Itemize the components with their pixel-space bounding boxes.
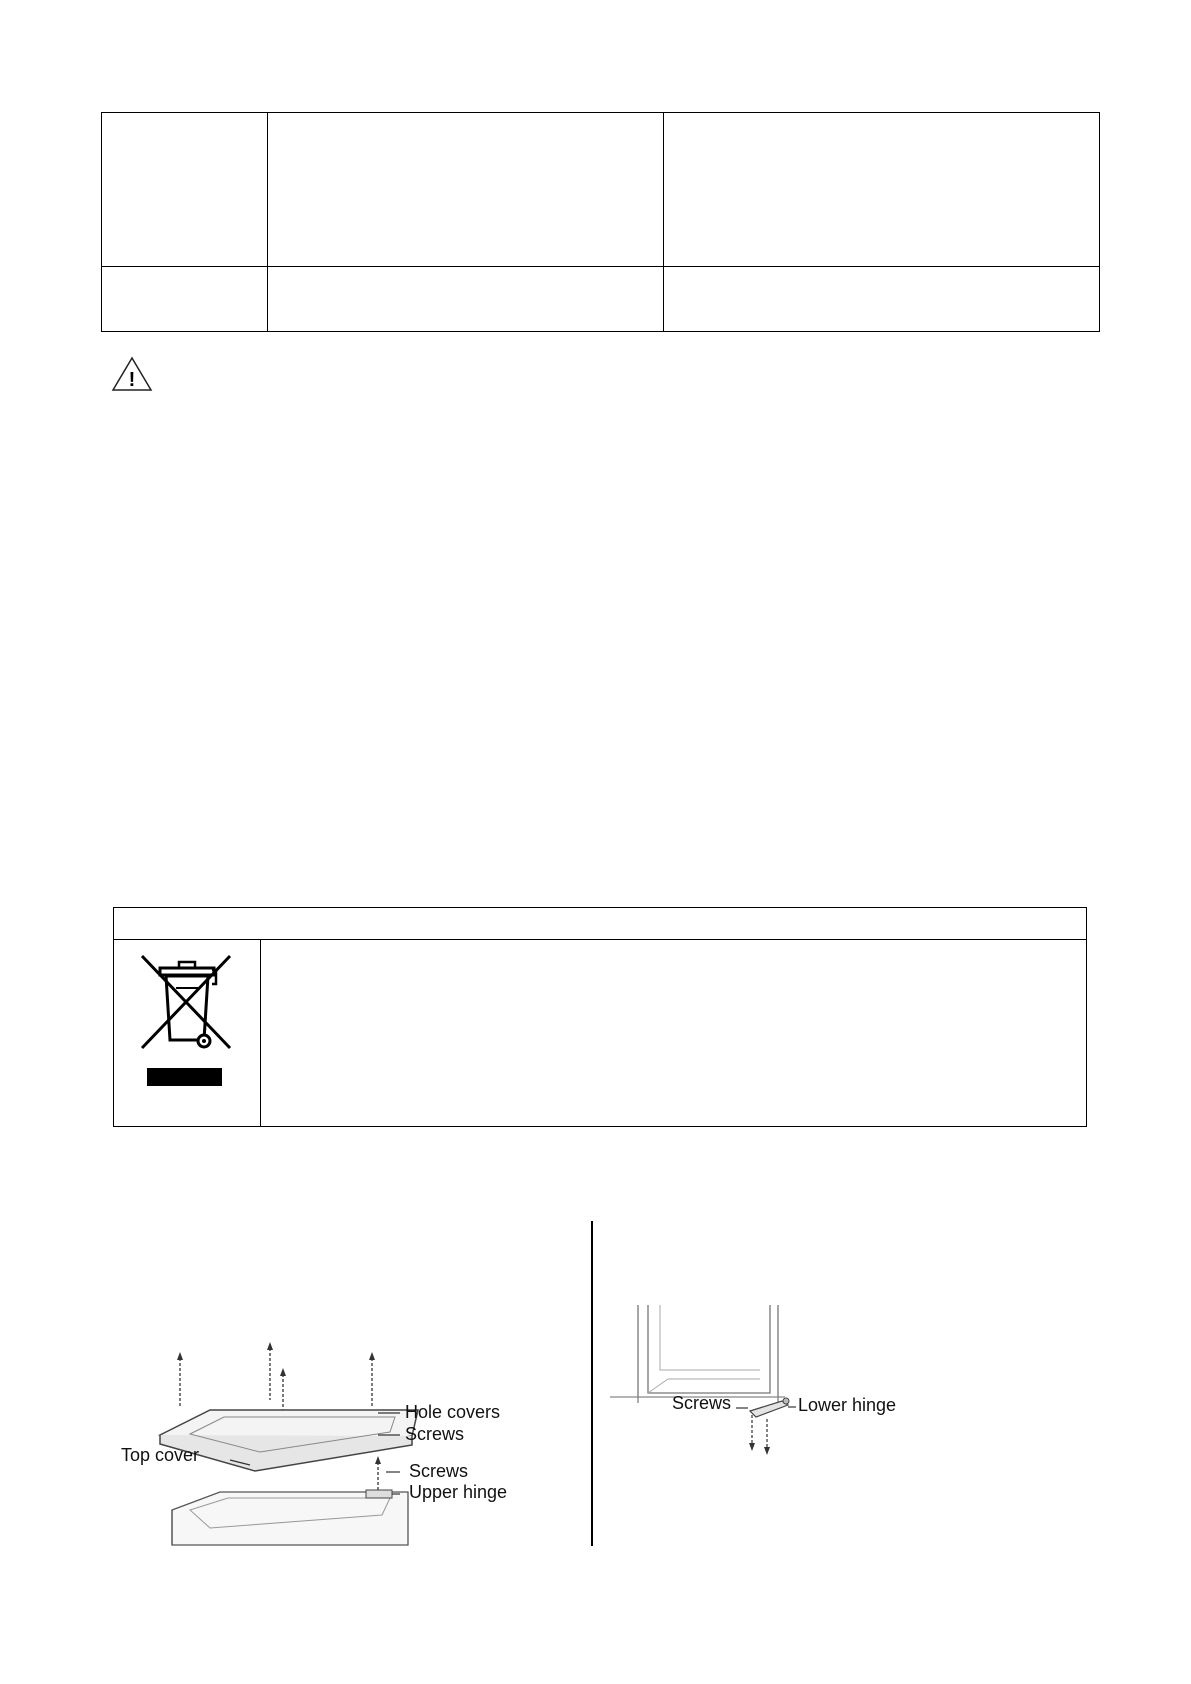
table-cell bbox=[664, 113, 1099, 266]
label-screws-hinge: Screws bbox=[409, 1461, 469, 1481]
disposal-column-divider bbox=[260, 939, 261, 1126]
crossed-out-wheelie-bin-icon bbox=[126, 948, 248, 1108]
top-cover-diagram bbox=[150, 1340, 530, 1550]
table-cell bbox=[664, 267, 1099, 331]
label-screws-top: Screws bbox=[405, 1424, 465, 1444]
label-upper-hinge: Upper hinge bbox=[409, 1482, 508, 1502]
disposal-header bbox=[114, 908, 1086, 939]
lower-hinge-diagram bbox=[610, 1305, 910, 1455]
warning-symbol: ! bbox=[128, 369, 136, 391]
label-screws: Screws bbox=[672, 1393, 732, 1413]
column-divider bbox=[591, 1221, 593, 1546]
table-cell bbox=[102, 267, 267, 331]
table-cell bbox=[268, 267, 663, 331]
label-hole-covers: Hole covers bbox=[405, 1402, 501, 1422]
label-lower-hinge: Lower hinge bbox=[798, 1395, 897, 1415]
table-cell bbox=[268, 113, 663, 266]
disposal-box bbox=[113, 907, 1087, 1127]
warning-triangle-icon bbox=[111, 356, 153, 392]
troubleshooting-table bbox=[101, 112, 1100, 332]
disposal-text bbox=[262, 941, 1084, 1125]
label-top-cover: Top cover bbox=[121, 1445, 200, 1465]
table-cell bbox=[102, 113, 267, 266]
